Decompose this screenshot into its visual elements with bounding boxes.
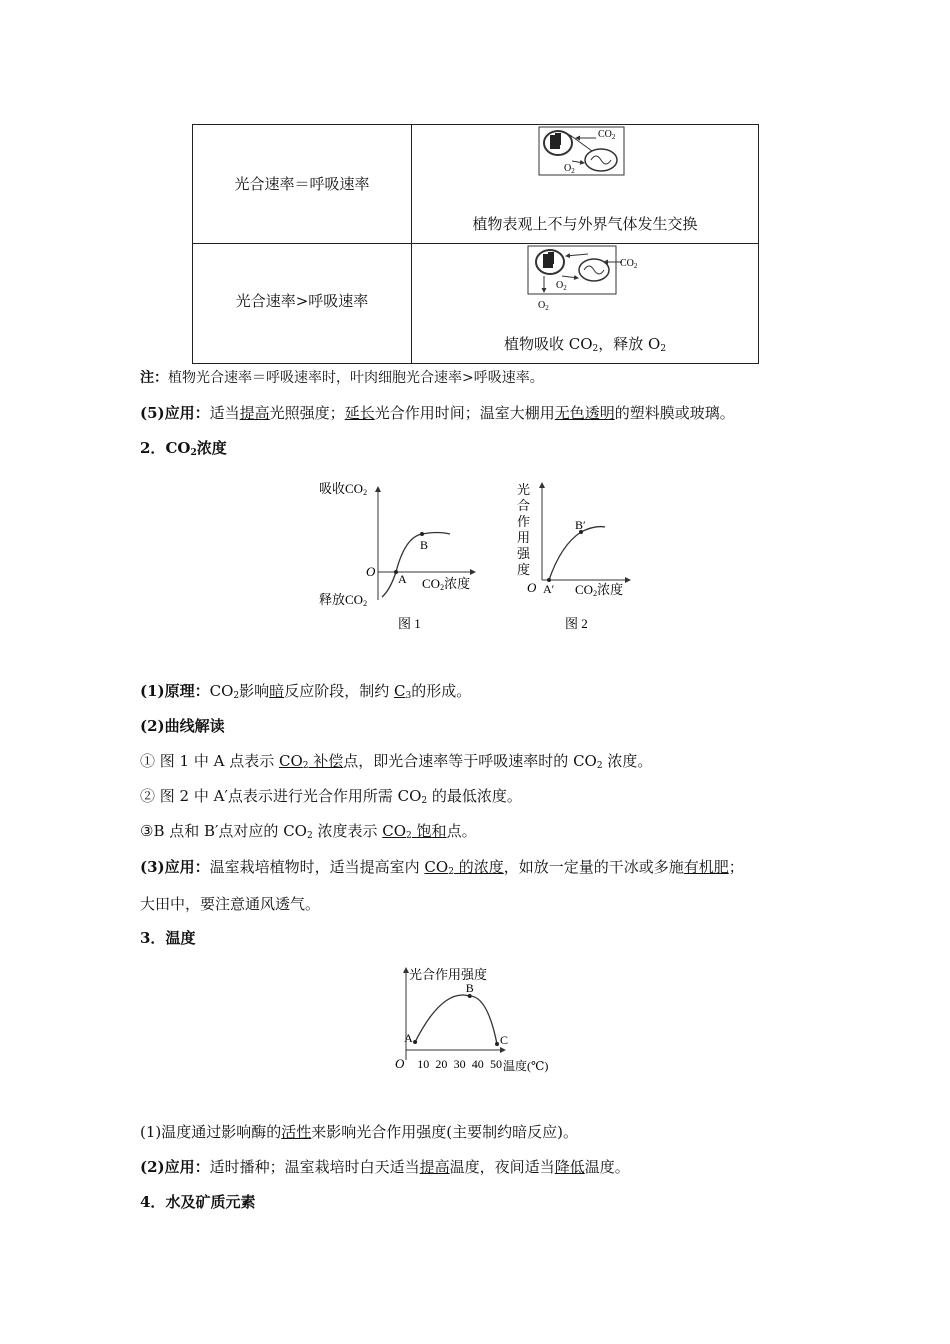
- note-line: 注：植物光合速率＝呼吸速率时，叶肉细胞光合速率>呼吸速率。: [140, 370, 544, 386]
- y-label-bottom: 释放CO2: [319, 592, 368, 608]
- caption-text: 植物表观上不与外界气体发生交换: [472, 215, 698, 233]
- origin-label: O: [395, 1056, 405, 1071]
- co2-figure-2: [505, 475, 645, 635]
- point-a: [413, 1040, 417, 1044]
- x-label: 温度(℃): [503, 1059, 549, 1073]
- point-label: A: [404, 1031, 413, 1045]
- y-label-top: 吸收CO2: [319, 481, 368, 497]
- svg-text:强: 强: [517, 546, 531, 561]
- origin-label: O: [366, 564, 376, 579]
- x-label: CO2浓度: [575, 582, 624, 598]
- temperature-application-line: (2)应用：适时播种；温室栽培时白天适当提高温度，夜间适当降低温度。: [140, 1158, 630, 1176]
- point-label: B: [465, 981, 474, 995]
- light-application-line: (5)应用：适当提高光照强度；延长光合作用时间；温室大棚用无色透明的塑料膜或玻璃。: [140, 404, 735, 422]
- co2-curve-2: [549, 527, 605, 580]
- point-label: C: [500, 1033, 509, 1047]
- o2-label: $O_2$: [564, 163, 575, 175]
- svg-text:光: 光: [517, 482, 531, 497]
- point-b-label: B′: [575, 518, 586, 532]
- point-a-label: A: [398, 572, 407, 586]
- co2-application-line: (3)应用：温室栽培植物时，适当提高室内 $CO_2$ 的浓度，如放一定量的干冰或多施有机肥；: [140, 858, 744, 877]
- x-label: CO2浓度: [422, 576, 471, 592]
- co2-label: $CO_2$: [598, 129, 616, 141]
- x-tick-label: 50: [490, 1057, 502, 1071]
- o2-out-label: $O_2$: [538, 300, 549, 312]
- figure-caption: 图 1: [398, 616, 421, 631]
- co2-figure-1: [310, 475, 490, 635]
- table-row: [193, 125, 759, 244]
- svg-text:度: 度: [517, 562, 531, 577]
- curve-reading-title: (2)曲线解读: [140, 717, 225, 735]
- temperature-curve: [415, 995, 497, 1044]
- origin-label: O: [527, 580, 537, 595]
- point-c: [495, 1042, 499, 1046]
- curve-item-2: ② 图 2 中 A′点表示进行光合作用所需 $CO_2$ 的最低浓度。: [140, 787, 522, 806]
- condition-cell: [193, 244, 412, 364]
- y-label: 光合作用强度: [409, 967, 488, 982]
- caption-text: 植物吸收 $CO_2$，释放 $O_2$: [503, 335, 667, 354]
- o2-label: $O_2$: [556, 280, 567, 292]
- x-tick-label: 10: [417, 1057, 430, 1071]
- section-heading-temperature: 3．温度: [140, 929, 196, 947]
- comparison-table: [192, 124, 759, 364]
- section-heading-water: 4．水及矿质元素: [140, 1193, 256, 1211]
- condition-text: 光合速率>呼吸速率: [235, 292, 369, 310]
- section-heading-co2: 2．$CO_2$浓度: [140, 439, 227, 458]
- gas-exchange-diagram-greater: [522, 244, 672, 320]
- co2-principle-line: (1)原理：$CO_2$影响暗反应阶段，制约 $C_3$的形成。: [140, 682, 472, 701]
- table-row: [193, 244, 759, 364]
- figure-caption: 图 2: [565, 616, 588, 631]
- point-b-label: B: [420, 538, 429, 552]
- condition-text: 光合速率＝呼吸速率: [234, 175, 370, 193]
- x-tick-label: 40: [471, 1057, 484, 1071]
- co2-label: $CO_2$: [620, 258, 638, 270]
- svg-text:合: 合: [517, 498, 531, 513]
- condition-cell: [193, 125, 412, 244]
- co2-application-line-2: 大田中，要注意通风透气。: [140, 895, 321, 913]
- curve-item-1: ① 图 1 中 A 点表示 $CO_2$ 补偿点，即光合速率等于呼吸速率时的 $CO_2$ 浓度。: [140, 752, 653, 771]
- point-b: [420, 532, 424, 536]
- svg-text:作: 作: [517, 514, 531, 529]
- point-a-label: A′: [543, 582, 555, 596]
- x-tick-label: 30: [453, 1057, 466, 1071]
- svg-text:用: 用: [517, 530, 531, 545]
- gas-exchange-diagram-equal: [536, 125, 656, 181]
- diagram-cell: [412, 125, 759, 244]
- temperature-line-1: (1)温度通过影响酶的活性来影响光合作用强度(主要制约暗反应)。: [140, 1123, 578, 1141]
- temperature-chart: [385, 962, 575, 1077]
- curve-item-3: ③B 点和 B′点对应的 $CO_2$ 浓度表示 $CO_2$ 饱和点。: [140, 822, 477, 841]
- x-tick-label: 20: [435, 1057, 448, 1071]
- diagram-cell: [412, 244, 759, 364]
